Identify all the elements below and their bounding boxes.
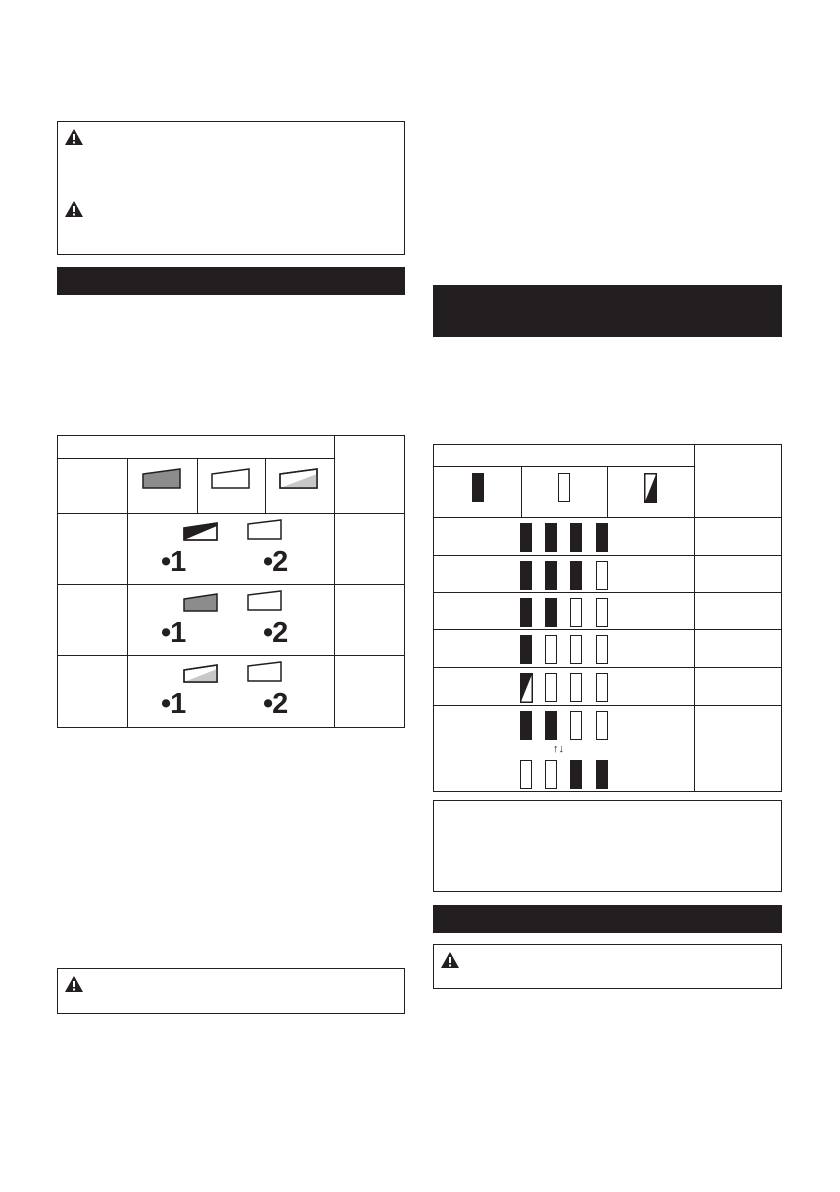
battery-indicator-icon: [211, 468, 251, 490]
battery-indicator-icon: [247, 590, 283, 612]
indicator-lamp-icon: [596, 760, 608, 789]
battery-indicator-icon: [247, 661, 283, 683]
indicator-lamp-icon: [520, 760, 532, 789]
indicator-lamp-icon: [596, 523, 608, 552]
indicator-lamp-icon: [596, 598, 608, 627]
indicator-number-2: •2: [263, 688, 288, 720]
battery-indicator-icon: [183, 664, 219, 684]
indicator-lamp-icon: [570, 673, 582, 702]
indicator-number-1: •1: [161, 617, 186, 649]
indicator-lamp-icon: [520, 523, 532, 552]
indicator-lamp-icon: [570, 635, 582, 664]
caution-box: [57, 121, 405, 255]
battery-indicator-icon: [183, 522, 219, 542]
indicator-lamp-icon: [545, 561, 557, 590]
indicator-lamp-icon: [520, 561, 532, 590]
indicator-number-1: •1: [161, 546, 186, 578]
indicator-lamp-icon: [558, 473, 570, 502]
indicator-lamp-icon: [520, 635, 532, 664]
indicator-table: [57, 435, 405, 728]
warning-triangle-icon: [440, 951, 460, 969]
indicator-number-2: •2: [263, 546, 288, 578]
alternating-arrows: ↑↓: [553, 743, 564, 755]
section-heading-bar: [433, 285, 782, 337]
indicator-lamp-icon: [570, 523, 582, 552]
indicator-number-2: •2: [263, 617, 288, 649]
indicator-lamp-icon: [644, 473, 657, 503]
note-box: [433, 800, 782, 892]
indicator-lamp-icon: [472, 473, 484, 502]
indicator-lamp-icon: [596, 673, 608, 702]
indicator-lamp-icon: [520, 598, 532, 627]
warning-triangle-icon: [64, 128, 84, 146]
warning-triangle-icon: [64, 200, 84, 218]
capacity-table: [433, 444, 782, 792]
indicator-lamp-icon: [545, 598, 557, 627]
indicator-lamp-icon: [545, 523, 557, 552]
indicator-lamp-icon: [545, 711, 557, 740]
indicator-lamp-icon: [596, 635, 608, 664]
indicator-lamp-icon: [545, 673, 557, 702]
indicator-lamp-icon: [520, 711, 532, 740]
caution-box: [57, 968, 405, 1014]
indicator-lamp-icon: [596, 561, 608, 590]
indicator-lamp-icon: [545, 760, 557, 789]
indicator-lamp-icon: [570, 760, 582, 789]
section-heading-bar: [433, 905, 782, 933]
indicator-number-1: •1: [161, 688, 186, 720]
battery-indicator-icon: [279, 468, 319, 490]
indicator-lamp-icon: [520, 673, 533, 703]
battery-indicator-icon: [183, 593, 219, 613]
indicator-lamp-icon: [570, 598, 582, 627]
battery-indicator-icon: [247, 519, 283, 541]
indicator-lamp-icon: [570, 711, 582, 740]
battery-indicator-icon: [142, 468, 182, 490]
warning-triangle-icon: [64, 975, 84, 993]
section-heading-bar: [57, 267, 405, 295]
caution-box: [433, 944, 782, 989]
indicator-lamp-icon: [570, 561, 582, 590]
indicator-lamp-icon: [596, 711, 608, 740]
indicator-lamp-icon: [545, 635, 557, 664]
